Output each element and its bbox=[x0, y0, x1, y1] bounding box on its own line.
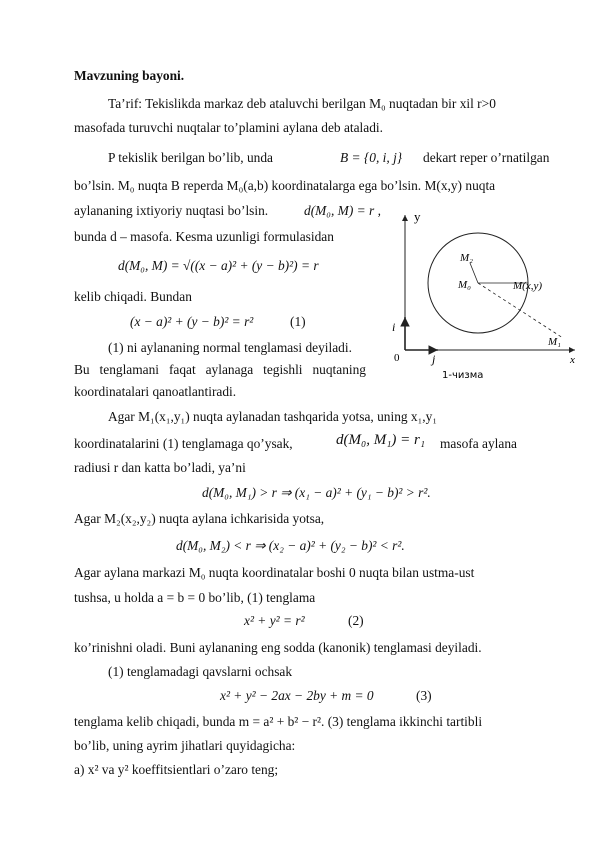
distance-formula: d(M₀, M) = √((x − a)² + (y − b)²) = r bbox=[118, 258, 319, 273]
definition-line-1: Ta’rif: Tekislikda markaz deb ataluvchi berilgan M₀ nuqtadan bir xil r>0 bbox=[108, 96, 496, 111]
m0-label: M₀ bbox=[458, 279, 471, 291]
outside-distance-inline: d(M₀, M₁) = r₁ bbox=[336, 432, 426, 448]
m2-label: M₂ bbox=[460, 252, 473, 264]
equation-number-3: (3) bbox=[416, 688, 432, 703]
equation-number-1: (1) bbox=[290, 314, 306, 329]
paragraph-10-line-2: bo’lib, uning ayrim jihatlari quyidagicha: bbox=[74, 738, 296, 753]
paragraph-2-line-1b: dekart reper o’rnatilgan bbox=[423, 150, 550, 165]
paragraph-5-line-2a: koordinatalarini (1) tenglamaga qo’ysak, bbox=[74, 436, 293, 451]
paragraph-4-line-3: koordinatalari qanoatlantiradi. bbox=[74, 384, 237, 399]
j-vector-label: j bbox=[432, 352, 436, 366]
paragraph-6: Agar M₂(x₂,y₂) nuqta aylana ichkarisida yotsa, bbox=[74, 511, 325, 526]
paragraph-5-line-2b: masofa aylana bbox=[440, 436, 517, 451]
paragraph-9: (1) tenglamadagi qavslarni ochsak bbox=[108, 664, 293, 679]
paragraph-2-line-2: bo’lsin. M₀ nuqta B reperda M₀(a,b) koordinatalarga ega bo’lsin. M(x,y) nuqta bbox=[74, 178, 496, 193]
m-point-label: M(x,y) bbox=[513, 280, 543, 292]
paragraph-2-line-3a: aylananing ixtiyoriy nuqtasi bo’lsin. bbox=[74, 203, 269, 218]
distance-formula-inline: d(M₀, M) = r , bbox=[304, 203, 381, 218]
paragraph-2-line-1a: P tekislik berilgan bo’lib, unda bbox=[108, 150, 274, 165]
paragraph-5-line-1: Agar M₁(x₁,y₁) nuqta aylanadan tashqarida yotsa, uning x₁,y₁ bbox=[108, 409, 438, 424]
general-equation: x² + y² − 2ax − 2by + m = 0 bbox=[220, 688, 374, 703]
definition-line-2: masofada turuvchi nuqtalar to’plamini aylana deb ataladi. bbox=[74, 120, 383, 135]
equation-number-2: (2) bbox=[348, 613, 364, 628]
reper-formula: B = {0, i, j} bbox=[340, 150, 403, 165]
list-item-a: a) x² va y² koeffitsientlari o’zaro teng; bbox=[74, 762, 279, 777]
paragraph-7-line-1: Agar aylana markazi M₀ nuqta koordinatalar boshi 0 nuqta bilan ustma-ust bbox=[74, 565, 475, 580]
m1-label: M₁ bbox=[548, 336, 561, 348]
paragraph-4-line-1: (1) ni aylananing normal tenglamasi deyiladi. bbox=[108, 340, 352, 355]
x-axis-label: x bbox=[570, 354, 575, 366]
paragraph-10-line-1: tenglama kelib chiqadi, bunda m = a² + b² − r². (3) tenglama ikkinchi tartibli bbox=[74, 714, 483, 729]
inside-inequality: d(M₀, M₂) < r ⇒ (x₂ − a)² + (y₂ − b)² < r². bbox=[176, 538, 405, 553]
i-vector-label: i bbox=[392, 320, 396, 334]
canonical-equation: x² + y² = r² bbox=[244, 613, 305, 628]
origin-label: 0 bbox=[394, 352, 400, 364]
outside-inequality: d(M₀, M₁) > r ⇒ (x₁ − a)² + (y₁ − b)² > r². bbox=[202, 485, 431, 500]
normal-equation: (x − a)² + (y − b)² = r² bbox=[130, 314, 254, 329]
paragraph-3: kelib chiqadi. Bundan bbox=[74, 289, 192, 304]
paragraph-4-line-2: Bu tenglamani faqat aylanaga tegishli nuqtaning bbox=[74, 362, 366, 377]
y-axis-label: y bbox=[414, 209, 421, 224]
paragraph-7-line-2: tushsa, u holda a = b = 0 bo’lib, (1) tenglama bbox=[74, 590, 316, 605]
section-heading: Mavzuning bayoni. bbox=[74, 68, 185, 83]
figure-caption: 1-чизма bbox=[442, 370, 484, 381]
paragraph-8: ko’rinishni oladi. Buni aylananing eng sodda (kanonik) tenglamasi deyiladi. bbox=[74, 640, 482, 655]
m2-segment bbox=[470, 263, 478, 283]
paragraph-2-line-4: bunda d – masofa. Kesma uzunligi formulasidan bbox=[74, 229, 334, 244]
circle-figure bbox=[380, 205, 580, 385]
paragraph-5-line-3: radiusi r dan katta bo’ladi, ya’ni bbox=[74, 460, 246, 475]
